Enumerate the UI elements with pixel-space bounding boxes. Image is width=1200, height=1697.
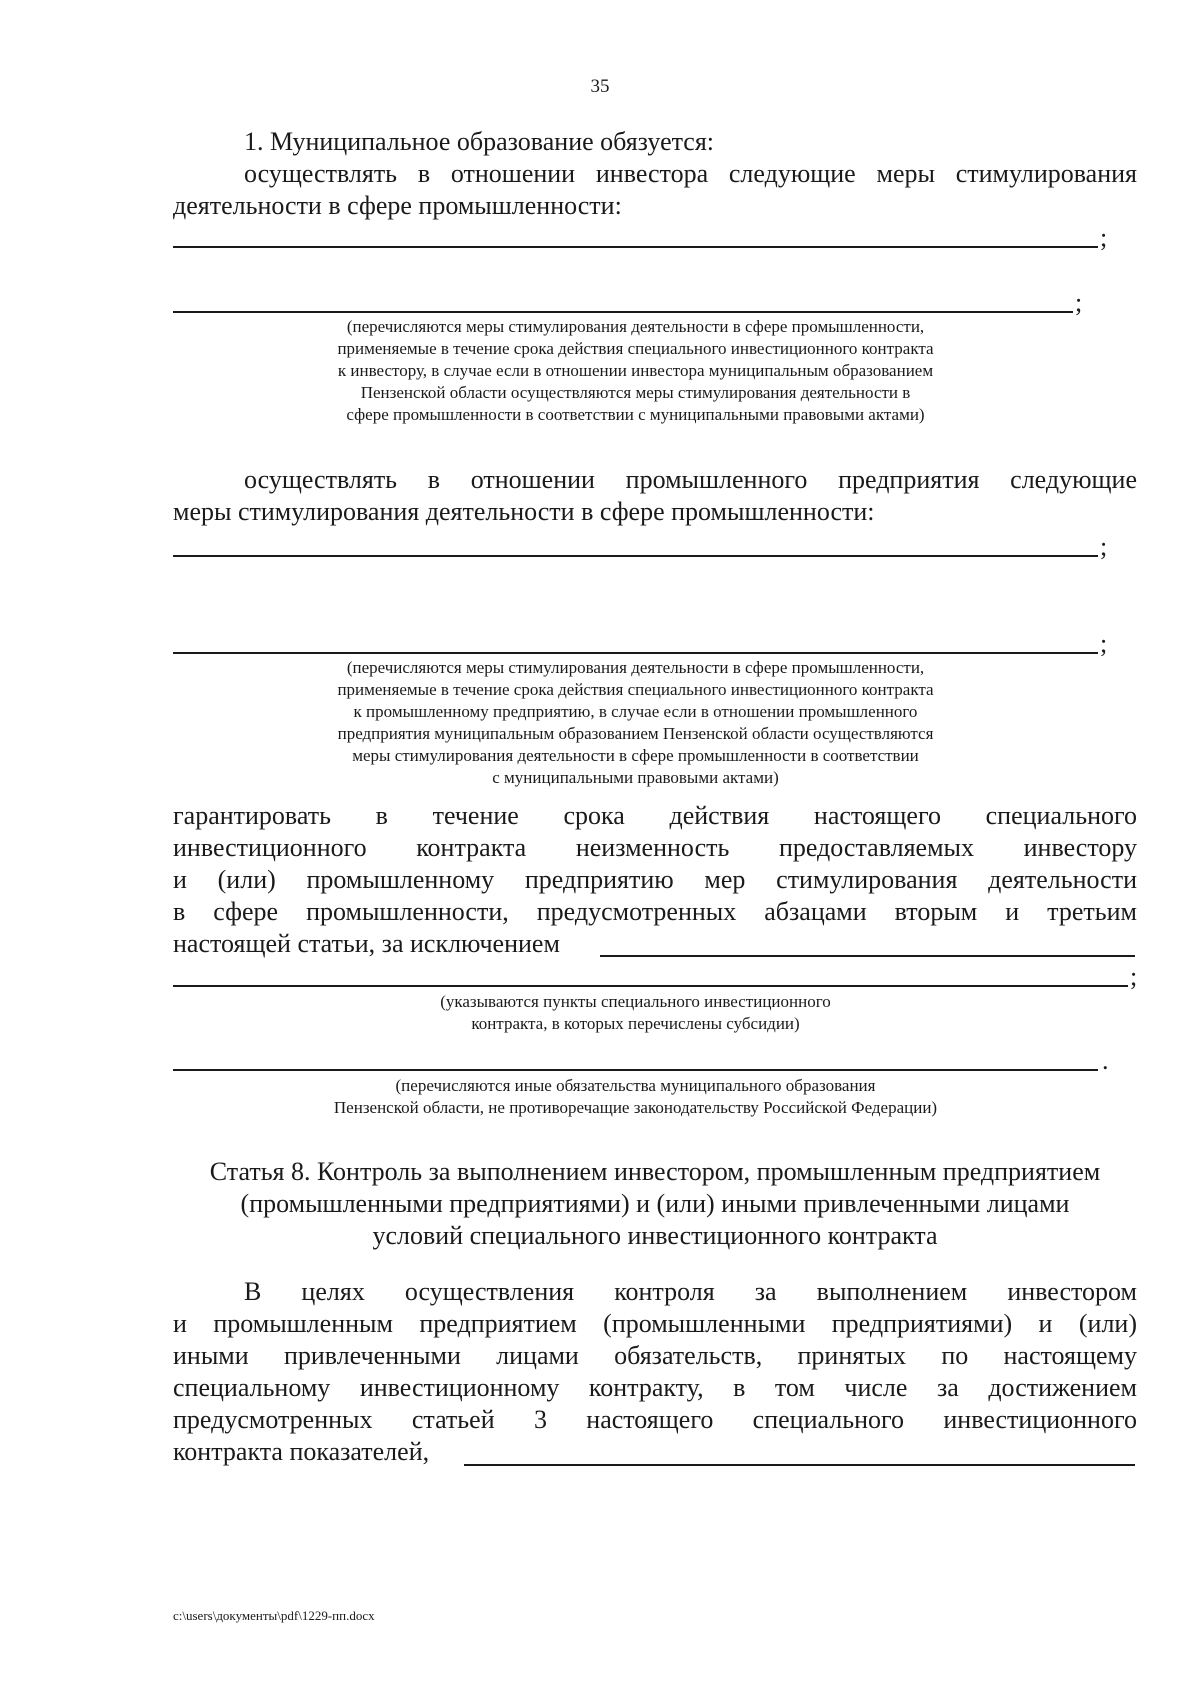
investor-measures-line1: осуществлять в отношении инвестора следующие меры стимулирования [244, 159, 1137, 188]
note-line: с муниципальными правовыми актами) [492, 768, 779, 787]
guarantee-paragraph [173, 800, 1137, 928]
article8-title [160, 1156, 1150, 1252]
note-line: (перечисляются меры стимулирования деятельности в сфере промышленности, [346, 658, 925, 677]
blank-line-2 [173, 311, 1073, 313]
blank-line-indicators [464, 1464, 1135, 1466]
title-line: Статья 8. Контроль за выполнением инвестором, промышленным предприятием [209, 1157, 1101, 1186]
blank-line-exception [600, 955, 1135, 957]
point1-heading: 1. Муниципальное образование обязуется: [244, 127, 715, 156]
blank-line-6-end: . [1102, 1046, 1109, 1075]
enterprise-measures-note [173, 657, 1098, 789]
paragraph-line: в сфере промышленности, предусмотренных абзацами вторым и третьим [173, 897, 1137, 926]
note-line: (перечисляются меры стимулирования деятельности в сфере промышленности, [346, 317, 925, 336]
article8-body [173, 1308, 1137, 1436]
investor-measures-line2: деятельности в сфере промышленности: [173, 191, 622, 220]
enterprise-measures-line1: осуществлять в отношении промышленного предприятия следующие [244, 465, 1137, 494]
note-line: Пензенской области, не противоречащие законодательству Российской Федерации) [333, 1098, 938, 1117]
investor-measures-note [173, 316, 1098, 426]
note-line: Пензенской области осуществляются меры стимулирования деятельности в [360, 383, 911, 402]
note-line: к промышленному предприятию, в случае если в отношении промышленного [353, 702, 918, 721]
note-line: предприятия муниципальным образованием Пензенской области осуществляются [337, 724, 934, 743]
paragraph-line: и (или) промышленному предприятию мер стимулирования деятельности [173, 865, 1137, 894]
blank-line-3 [173, 555, 1098, 557]
blank-line-4-end: ; [1100, 629, 1108, 658]
note-line: контракта, в которых перечислены субсидии) [471, 1014, 800, 1033]
blank-line-1 [173, 246, 1098, 248]
paragraph-line: и промышленным предприятием (промышленными предприятиями) и (или) [173, 1309, 1137, 1338]
note-line: сфере промышленности в соответствии с муниципальными правовыми актами) [346, 405, 925, 424]
blank-line-5-end: ; [1130, 962, 1138, 991]
blank-line-3-end: ; [1100, 532, 1108, 561]
paragraph-line: предусмотренных статьей 3 настоящего специального инвестиционного [173, 1405, 1137, 1434]
paragraph-line: гарантировать в течение срока действия настоящего специального [173, 801, 1137, 830]
note-line: применяемые в течение срока действия специального инвестиционного контракта [337, 680, 934, 699]
article8-last-line: контракта показателей, [173, 1437, 430, 1466]
title-line: (промышленными предприятиями) и (или) иными привлеченными лицами [240, 1189, 1070, 1218]
enterprise-measures-line2: меры стимулирования деятельности в сфере промышленности: [173, 497, 875, 526]
note-line: к инвестору, в случае если в отношении инвестора муниципальным образованием [337, 361, 934, 380]
note-line: (перечисляются иные обязательства муниципального образования [395, 1076, 876, 1095]
article8-body-line1: В целях осуществления контроля за выполнением инвестором [244, 1277, 1137, 1306]
paragraph-line: иными привлеченными лицами обязательств, принятых по настоящему [173, 1341, 1137, 1370]
note-line: меры стимулирования деятельности в сфере промышленности в соответствии [352, 746, 919, 765]
footer-file-path: c:\users\документы\pdf\1229-пп.docx [173, 1608, 375, 1623]
blank-line-6 [173, 1069, 1098, 1071]
blank-line-2-end: ; [1075, 288, 1083, 317]
blank-line-4 [173, 652, 1098, 654]
note-line: (указываются пункты специального инвестиционного [440, 992, 831, 1011]
guarantee-last-line: настоящей статьи, за исключением [173, 929, 560, 958]
title-line: условий специального инвестиционного контракта [372, 1221, 938, 1250]
paragraph-line: инвестиционного контракта неизменность предоставляемых инвестору [173, 833, 1137, 862]
page-number: 35 [590, 76, 610, 97]
blank-line-1-end: ; [1100, 223, 1108, 252]
paragraph-line: специальному инвестиционному контракту, в том числе за достижением [173, 1373, 1137, 1402]
blank-line-5 [173, 985, 1128, 987]
other-obligations-note [173, 1075, 1098, 1119]
subsidy-note [173, 991, 1098, 1035]
note-line: применяемые в течение срока действия специального инвестиционного контракта [337, 339, 934, 358]
